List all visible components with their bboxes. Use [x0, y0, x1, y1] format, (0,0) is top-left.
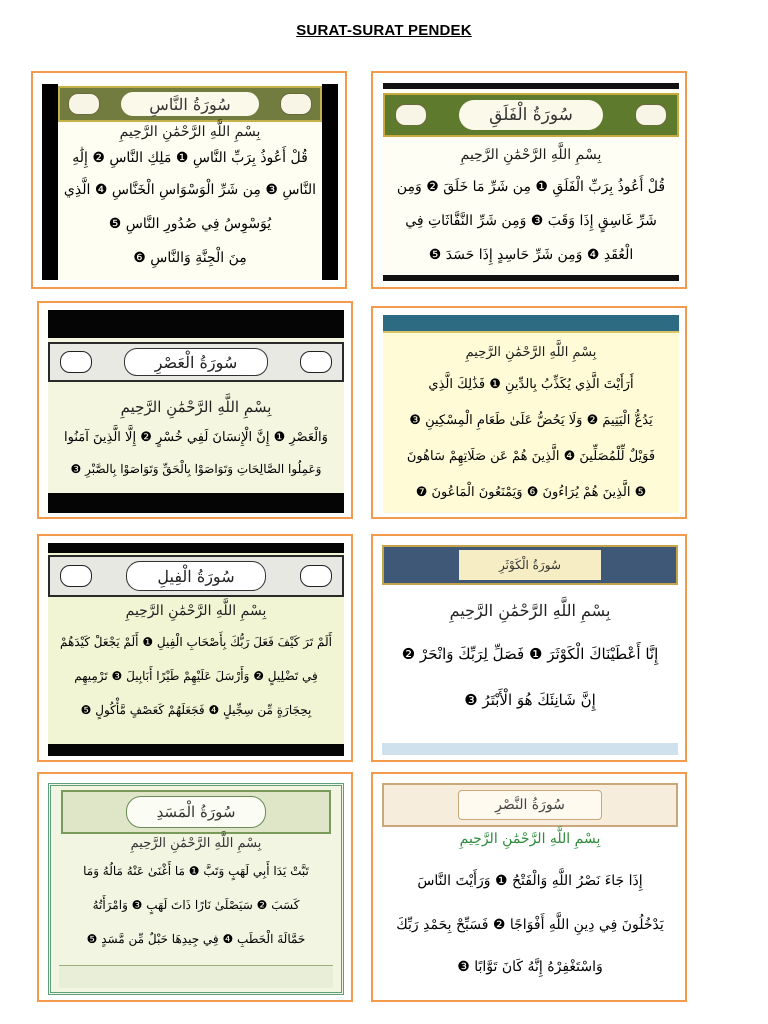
surah-image-al-masad — [48, 783, 344, 995]
surah-name: سُورَةُ الْكَوْثَرِ — [499, 558, 561, 572]
surah-medallion-right — [300, 351, 332, 373]
verse-line: إِنَّ شَانِئَكَ هُوَ الْأَبْتَرُ ❸ — [464, 691, 596, 709]
verse-line: قُلْ أَعُوذُ بِرَبِّ الْفَلَقِ ❶ مِن شَرِّ مَا خَلَقَ ❷ وَمِن — [396, 179, 666, 195]
verse-line: يُوَسْوِسُ فِي صُدُورِ النَّاسِ ❺ — [108, 216, 272, 232]
verse-line: فَوَيْلٌ لِّلْمُصَلِّينَ ❹ الَّذِينَ هُمْ عَن صَلَاتِهِمْ سَاهُونَ — [406, 449, 656, 464]
card-al-maun — [371, 306, 687, 519]
surah-image-an-nas — [42, 84, 338, 280]
basmala: بِسْمِ اللَّهِ الرَّحْمَٰنِ الرَّحِيمِ — [460, 147, 602, 163]
verse-line: شَرِّ غَاسِقٍ إِذَا وَقَبَ ❸ وَمِن شَرِّ النَّفَّاثَاتِ فِي — [405, 213, 657, 229]
surah-name: سُورَةُ الْعَصْرِ — [154, 352, 238, 372]
surah-medallion-left — [395, 104, 427, 126]
surah-header-band — [61, 790, 331, 834]
card-an-nas — [31, 71, 347, 289]
basmala: بِسْمِ اللَّهِ الرَّحْمَٰنِ الرَّحِيمِ — [459, 831, 601, 847]
surah-medallion-right — [300, 565, 332, 587]
surah-name: سُورَةُ النَّاسِ — [149, 94, 231, 114]
bottom-stripe — [382, 743, 678, 755]
verse-line: كَسَبَ ❷ سَيَصْلَىٰ نَارًا ذَاتَ لَهَبٍ ❸ وَامْرَأَتُهُ — [92, 898, 300, 912]
surah-medallion-right — [280, 93, 312, 115]
surah-image-al-fil — [48, 543, 344, 756]
surah-header-band — [48, 342, 344, 382]
verse-line: فِي تَضْلِيلٍ ❷ وَأَرْسَلَ عَلَيْهِمْ طَيْرًا أَبَابِيلَ ❸ تَرْمِيهِم — [74, 669, 318, 683]
card-al-kawthar — [371, 534, 687, 762]
verse-line: الْعُقَدِ ❹ وَمِن شَرِّ حَاسِدٍ إِذَا حَسَدَ ❺ — [428, 247, 634, 263]
verse-line: أَرَأَيْتَ الَّذِي يُكَذِّبُ بِالدِّينِ ❶ فَذَٰلِكَ الَّذِي — [428, 377, 634, 392]
surah-header-band — [382, 783, 678, 827]
verse-line: مِنَ الْجِنَّةِ وَالنَّاسِ ❻ — [133, 250, 247, 266]
surah-image-an-nasr — [382, 783, 678, 995]
verse-line: إِذَا جَاءَ نَصْرُ اللَّهِ وَالْفَتْحُ ❶ وَرَأَيْتَ النَّاسَ — [417, 873, 643, 889]
surah-medallion-left — [60, 351, 92, 373]
surah-header-band — [383, 315, 679, 333]
page-title — [0, 22, 768, 39]
card-an-nasr — [371, 772, 687, 1002]
verse-line: وَالْعَصْرِ ❶ إِنَّ الْإِنسَانَ لَفِي خُسْرٍ ❷ إِلَّا الَّذِينَ آمَنُوا — [64, 430, 328, 445]
surah-header-band — [383, 93, 679, 137]
surah-medallion-left — [68, 93, 100, 115]
card-al-fil — [37, 534, 353, 762]
surah-image-al-asr — [48, 310, 344, 513]
card-al-asr — [37, 301, 353, 519]
basmala: بِسْمِ اللَّهِ الرَّحْمَٰنِ الرَّحِيمِ — [119, 124, 261, 140]
verse-line: إِنَّا أَعْطَيْنَاكَ الْكَوْثَرَ ❶ فَصَلِّ لِرَبِّكَ وَانْحَرْ ❷ — [401, 645, 659, 663]
surah-medallion-left — [60, 565, 92, 587]
verse-line: وَعَمِلُوا الصَّالِحَاتِ وَتَوَاصَوْا بِالْحَقِّ وَتَوَاصَوْا بِالصَّبْرِ ❸ — [70, 462, 322, 476]
surah-header-band — [48, 555, 344, 597]
basmala: بِسْمِ اللَّهِ الرَّحْمَٰنِ الرَّحِيمِ — [465, 345, 597, 360]
verse-line: يَدُعُّ الْيَتِيمَ ❷ وَلَا يَحُضُّ عَلَىٰ طَعَامِ الْمِسْكِينِ ❸ — [409, 413, 653, 428]
card-al-masad — [37, 772, 353, 1002]
basmala: بِسْمِ اللَّهِ الرَّحْمَٰنِ الرَّحِيمِ — [125, 603, 267, 619]
tajwid-legend — [59, 965, 333, 988]
surah-name: سُورَةُ الْمَسَدِ — [156, 803, 236, 821]
card-al-falaq — [371, 71, 687, 289]
basmala: بِسْمِ اللَّهِ الرَّحْمَٰنِ الرَّحِيمِ — [130, 836, 262, 851]
verse-line: بِحِجَارَةٍ مِّن سِجِّيلٍ ❹ فَجَعَلَهُمْ كَعَصْفٍ مَّأْكُولٍ ❺ — [80, 703, 312, 717]
surah-name: سُورَةُ النَّصْرِ — [495, 797, 565, 813]
surah-image-al-falaq — [383, 83, 679, 281]
verse-line: وَاسْتَغْفِرْهُ إِنَّهُ كَانَ تَوَّابًا ❸ — [457, 959, 603, 975]
page-title-text: SURAT-SURAT PENDEK — [296, 22, 472, 39]
basmala: بِسْمِ اللَّهِ الرَّحْمَٰنِ الرَّحِيمِ — [449, 601, 611, 620]
verse-line: أَلَمْ تَرَ كَيْفَ فَعَلَ رَبُّكَ بِأَصْحَابِ الْفِيلِ ❶ أَلَمْ يَجْعَلْ كَيْدَهُمْ — [60, 635, 332, 649]
verse-line: النَّاسِ ❸ مِن شَرِّ الْوَسْوَاسِ الْخَنَّاسِ ❹ الَّذِي — [63, 182, 317, 198]
surah-name: سُورَةُ الْفَلَقِ — [489, 105, 573, 125]
verse-line: تَبَّتْ يَدَا أَبِي لَهَبٍ وَتَبَّ ❶ مَا أَغْنَىٰ عَنْهُ مَالُهُ وَمَا — [83, 864, 309, 878]
surah-name: سُورَةُ الْفِيلِ — [157, 566, 235, 586]
basmala: بِسْمِ اللَّهِ الرَّحْمَٰنِ الرَّحِيمِ — [120, 398, 272, 416]
verse-line: حَمَّالَةَ الْحَطَبِ ❹ فِي جِيدِهَا حَبْلٌ مِّن مَّسَدٍ ❺ — [86, 932, 306, 946]
surah-header-band — [58, 86, 322, 122]
surah-header-band — [382, 545, 678, 585]
verse-line: قُلْ أَعُوذُ بِرَبِّ النَّاسِ ❶ مَلِكِ النَّاسِ ❷ إِلَٰهِ — [72, 150, 308, 166]
verse-line: ❺ الَّذِينَ هُمْ يُرَاءُونَ ❻ وَيَمْنَعُونَ الْمَاعُونَ ❼ — [415, 485, 647, 500]
surah-image-al-maun — [383, 315, 679, 513]
surah-image-al-kawthar — [382, 545, 678, 755]
surah-medallion-right — [635, 104, 667, 126]
verse-line: يَدْخُلُونَ فِي دِينِ اللَّهِ أَفْوَاجًا ❷ فَسَبِّحْ بِحَمْدِ رَبِّكَ — [396, 917, 664, 933]
